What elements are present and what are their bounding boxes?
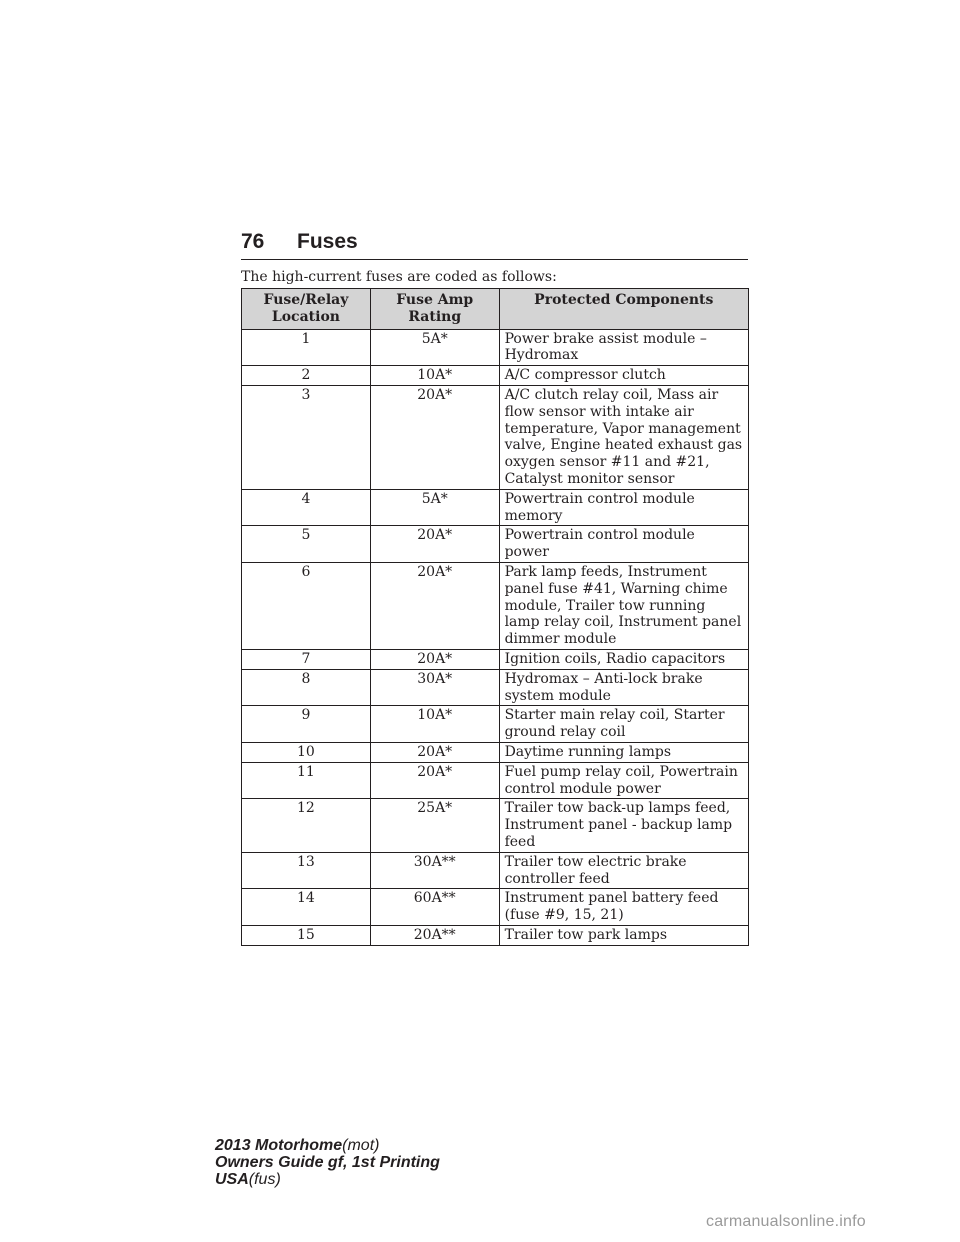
fuse-components-cell: Ignition coils, Radio capacitors: [499, 649, 748, 669]
fuse-rating-cell: 10A*: [370, 366, 499, 386]
fuse-components-cell: A/C clutch relay coil, Mass air flow sensor with intake air temperature, Vapor management valve, Engine heated exhaust gas oxygen sensor #11 and #21, Catalyst monitor sensor: [499, 385, 748, 489]
fuse-location-cell: 12: [242, 799, 371, 852]
table-row: [242, 925, 749, 945]
fuse-rating-cell: 20A*: [370, 762, 499, 799]
table-row: [242, 742, 749, 762]
table-row: [242, 706, 749, 743]
footer-line-region: USA(fus): [215, 1171, 281, 1188]
fuse-location-cell: 4: [242, 489, 371, 526]
fuse-components-cell: Instrument panel battery feed (fuse #9, 15, 21): [499, 889, 748, 926]
page-header: [241, 226, 748, 260]
fuse-components-cell: Park lamp feeds, Instrument panel fuse #41, Warning chime module, Trailer tow running lamp relay coil, Instrument panel dimmer module: [499, 562, 748, 649]
fuse-components-cell: Trailer tow electric brake controller feed: [499, 852, 748, 889]
fuse-rating-cell: 20A*: [370, 385, 499, 489]
table-row: [242, 385, 749, 489]
fuse-rating-cell: 30A*: [370, 669, 499, 706]
fuse-location-cell: 15: [242, 925, 371, 945]
fuse-rating-cell: 20A*: [370, 649, 499, 669]
page-number: 76: [241, 230, 265, 253]
footer-print-info: [215, 1137, 440, 1188]
fuse-location-cell: 3: [242, 385, 371, 489]
fuse-components-cell: Trailer tow park lamps: [499, 925, 748, 945]
section-title: Fuses: [297, 230, 358, 253]
fuse-rating-cell: 10A*: [370, 706, 499, 743]
column-header-location: Fuse/Relay Location: [242, 289, 371, 330]
table-row: [242, 489, 749, 526]
fuse-components-cell: Starter main relay coil, Starter ground relay coil: [499, 706, 748, 743]
watermark-text: carmanualsonline.info: [706, 1213, 866, 1230]
fuse-components-cell: Power brake assist module – Hydromax: [499, 329, 748, 366]
fuse-location-cell: 7: [242, 649, 371, 669]
fuse-rating-cell: 30A**: [370, 852, 499, 889]
footer-line-guide: Owners Guide gf, 1st Printing: [215, 1154, 440, 1171]
fuse-components-cell: Daytime running lamps: [499, 742, 748, 762]
fuse-rating-cell: 60A**: [370, 889, 499, 926]
fuse-rating-cell: 25A*: [370, 799, 499, 852]
fuse-location-cell: 14: [242, 889, 371, 926]
table-row: [242, 669, 749, 706]
column-header-components: Protected Components: [499, 289, 748, 330]
fuse-components-cell: Trailer tow back-up lamps feed, Instrument panel - backup lamp feed: [499, 799, 748, 852]
fuse-table: [241, 288, 749, 946]
column-header-rating: Fuse Amp Rating: [370, 289, 499, 330]
fuse-components-cell: Hydromax – Anti-lock brake system module: [499, 669, 748, 706]
fuse-rating-cell: 5A*: [370, 329, 499, 366]
footer-line-model: 2013 Motorhome(mot): [215, 1137, 380, 1154]
fuse-components-cell: Powertrain control module memory: [499, 489, 748, 526]
fuse-rating-cell: 5A*: [370, 489, 499, 526]
table-header-row: [242, 289, 749, 330]
fuse-components-cell: Fuel pump relay coil, Powertrain control module power: [499, 762, 748, 799]
table-row: [242, 852, 749, 889]
fuse-rating-cell: 20A*: [370, 526, 499, 563]
fuse-location-cell: 6: [242, 562, 371, 649]
fuse-location-cell: 5: [242, 526, 371, 563]
fuse-location-cell: 11: [242, 762, 371, 799]
table-row: [242, 762, 749, 799]
fuse-table-body: [242, 329, 749, 945]
table-row: [242, 889, 749, 926]
table-row: [242, 562, 749, 649]
fuse-location-cell: 2: [242, 366, 371, 386]
fuse-location-cell: 9: [242, 706, 371, 743]
table-row: [242, 799, 749, 852]
fuse-rating-cell: 20A*: [370, 742, 499, 762]
fuse-components-cell: Powertrain control module power: [499, 526, 748, 563]
table-row: [242, 649, 749, 669]
fuse-rating-cell: 20A*: [370, 562, 499, 649]
fuse-location-cell: 13: [242, 852, 371, 889]
fuse-components-cell: A/C compressor clutch: [499, 366, 748, 386]
table-row: [242, 329, 749, 366]
table-row: [242, 526, 749, 563]
fuse-location-cell: 10: [242, 742, 371, 762]
fuse-rating-cell: 20A**: [370, 925, 499, 945]
fuse-location-cell: 8: [242, 669, 371, 706]
intro-text: The high-current fuses are coded as follows:: [241, 269, 557, 285]
table-row: [242, 366, 749, 386]
fuse-location-cell: 1: [242, 329, 371, 366]
